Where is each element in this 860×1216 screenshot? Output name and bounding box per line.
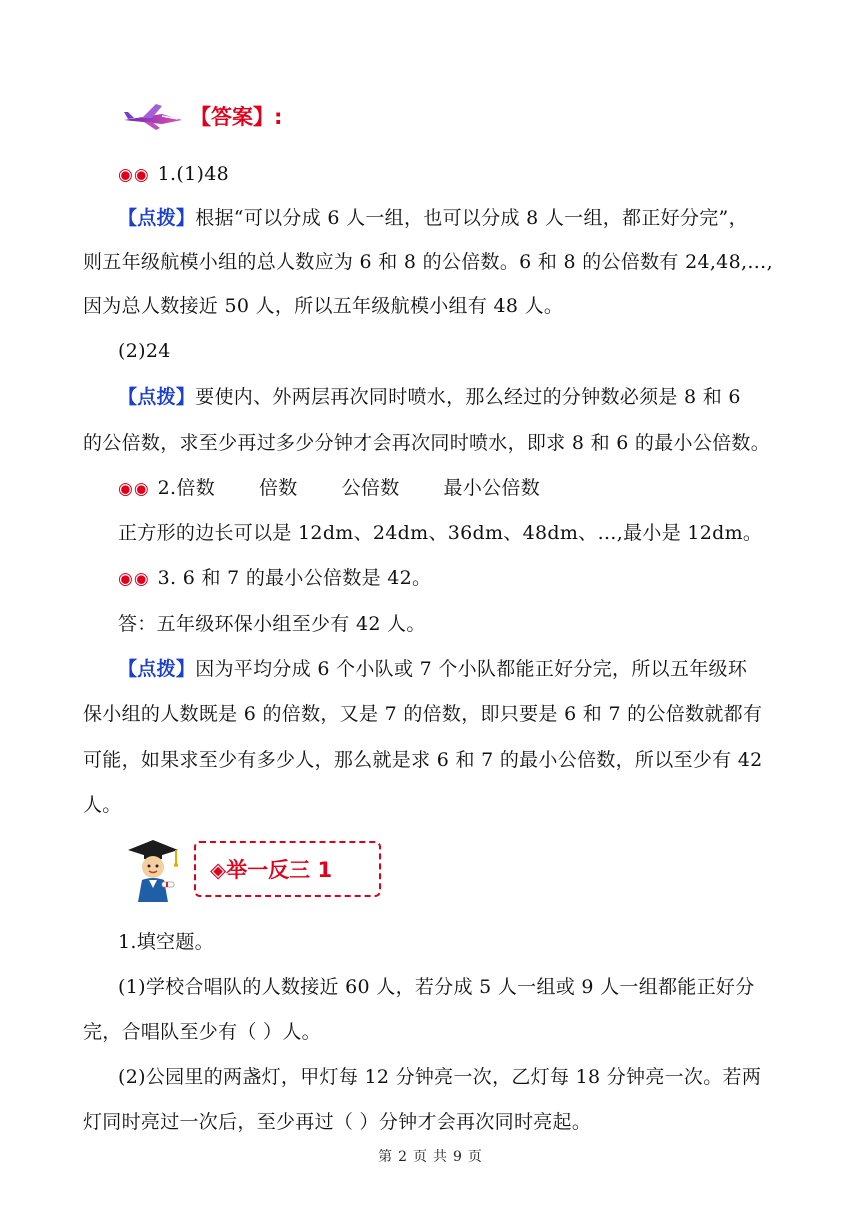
q3-tip-line-4: 人。: [83, 794, 122, 816]
section-title-box: [194, 841, 381, 897]
footer-page-number: 2: [398, 1149, 407, 1165]
q3-tip-line-1: [118, 657, 818, 681]
q1-tip2-line-2: 的公倍数，求至少再过多少分钟才会再次同时喷水，即求 8 和 6 的最小公倍数。: [83, 432, 771, 454]
airplane-icon: [122, 100, 184, 132]
q1-tip-line-1: [118, 206, 818, 230]
difficulty-marker: ◉◉: [118, 165, 150, 185]
q3-tip-line-3: 可能，如果求至少有多少人，那么就是求 6 和 7 的最小公倍数，所以至少有 42: [83, 749, 763, 771]
q1-tip2-line-1: [118, 385, 818, 409]
q2-answer-line: [118, 476, 818, 501]
page-footer: [0, 1146, 860, 1166]
q2-answer-1: 2.倍数: [157, 477, 215, 499]
difficulty-marker: ◉◉: [118, 569, 150, 589]
answer-header: [122, 100, 282, 132]
footer-ye: 页: [413, 1149, 427, 1165]
footer-total-pages: 9: [453, 1149, 462, 1165]
q3-conclusion: 答：五年级环保小组至少有 42 人。: [118, 613, 426, 635]
q1-part2-answer: (2)24: [118, 340, 171, 362]
answer-title: 【答案】:: [190, 105, 283, 129]
tip-label: 【点拨】: [118, 386, 196, 408]
q3-answer-line: [118, 566, 818, 591]
tip-label: 【点拨】: [118, 658, 196, 680]
q1-tip-line-2: 则五年级航模小组的总人数应为 6 和 8 的公倍数。6 和 8 的公倍数有 24,48,…,: [83, 251, 773, 273]
q2-answer-4: 最小公倍数: [443, 477, 541, 499]
q1-tip-line-3: 因为总人数接近 50 人，所以五年级航模小组有 48 人。: [83, 295, 564, 317]
section-title: ◈举一反三 1: [210, 858, 333, 882]
q2-answer-3: 公倍数: [341, 477, 400, 499]
footer-di: 第: [378, 1149, 393, 1165]
exercise-p2-line-1: (2)公园里的两盏灯，甲灯每 12 分钟亮一次，乙灯每 18 分钟亮一次。若两: [118, 1066, 762, 1088]
q1-answer: 1.(1)48: [157, 163, 229, 185]
graduate-icon: [122, 836, 184, 904]
exercise-p1-line-2: 完，合唱队至少有（ ）人。: [83, 1021, 321, 1043]
q1-tip-text-1: 根据“可以分成 6 人一组，也可以分成 8 人一组，都正好分完”，: [195, 207, 748, 229]
exercise-p1-line-1: (1)学校合唱队的人数接近 60 人，若分成 5 人一组或 9 人一组都能正好分: [118, 976, 755, 998]
footer-ye-2: 页: [467, 1149, 482, 1165]
q1-answer-line: [118, 162, 818, 187]
q3-answer: 3. 6 和 7 的最小公倍数是 42。: [157, 567, 432, 589]
q3-tip-line-2: 保小组的人数既是 6 的倍数，又是 7 的倍数，即只要是 6 和 7 的公倍数就都有: [83, 703, 763, 725]
exercise-p2-line-2: 灯同时亮过一次后，至少再过（ ）分钟才会再次同时亮起。: [83, 1111, 592, 1133]
exercise-heading: 1.填空题。: [118, 931, 214, 953]
q2-explain: 正方形的边长可以是 12dm、24dm、36dm、48dm、…,最小是 12dm。: [118, 522, 763, 544]
footer-gong: 共: [433, 1149, 447, 1165]
q3-tip-text-1: 因为平均分成 6 个小队或 7 个小队都能正好分完，所以五年级环: [195, 658, 748, 680]
q2-answer-2: 倍数: [259, 477, 298, 499]
tip-label: 【点拨】: [118, 207, 196, 229]
q1-tip2-text-1: 要使内、外两层再次同时喷水，那么经过的分钟数必须是 8 和 6: [195, 386, 741, 408]
difficulty-marker: ◉◉: [118, 479, 150, 499]
